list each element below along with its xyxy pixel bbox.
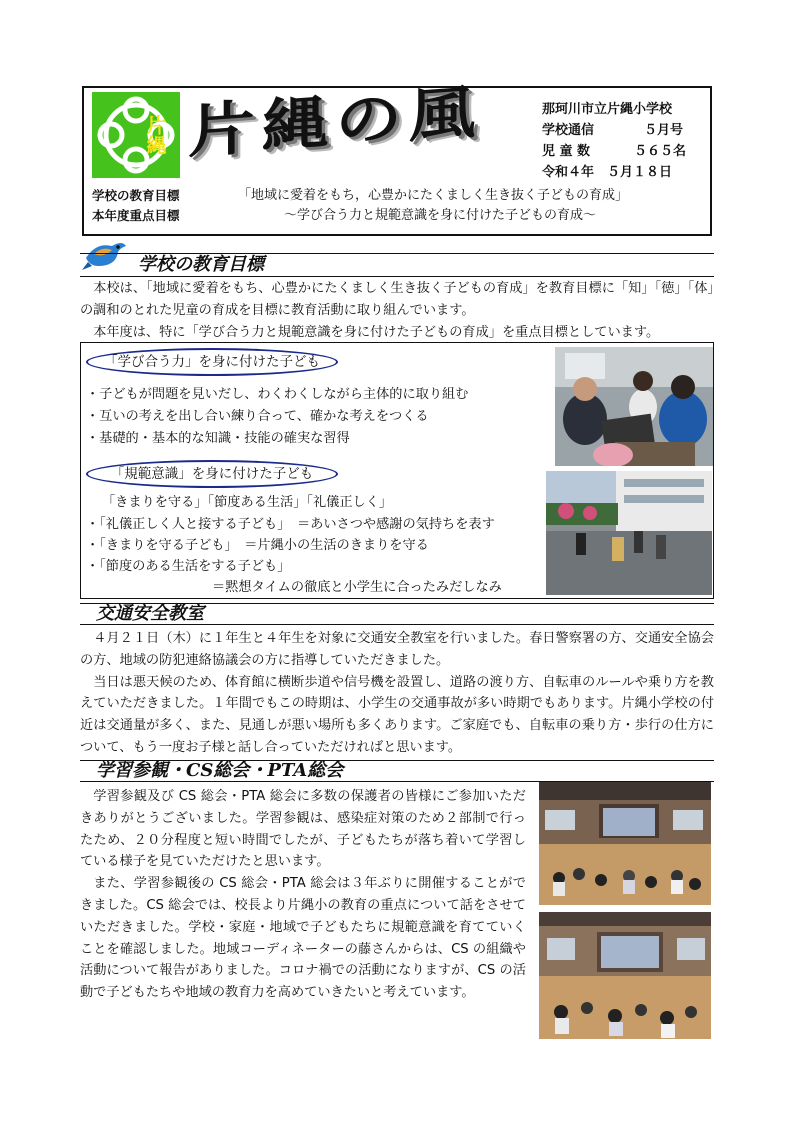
section2-body <box>80 628 714 759</box>
list-item: ・「礼儀正しく人と接する子ども」 ＝あいさつや感謝の気持ちを表す <box>86 517 495 532</box>
issue-date: 令和４年 ５月１８日 <box>542 165 673 180</box>
students-label: 児 童 数 <box>542 144 591 159</box>
section-heading-open-class: 学習参観・CS総会・PTA総会 <box>96 760 344 781</box>
students-count: ５６５名 <box>634 144 687 159</box>
section3-body <box>80 786 526 1004</box>
newsletter-label: 学校通信 <box>542 123 595 138</box>
logo-text: 片縄 <box>143 115 167 155</box>
photo-schoolyard <box>546 471 712 595</box>
oval-label-learning: 「学び合う力」を身に付けた子ども <box>86 348 338 376</box>
goal-text: 「地域に愛着をもち，心豊かにたくましく生き抜く子どもの育成」 <box>238 188 629 203</box>
section-rule-top <box>80 253 714 254</box>
photo-gym-assembly <box>539 912 711 1039</box>
paragraph: 本校は、「地域に愛着をもち、心豊かにたくましく生き抜く子どもの育成」を教育目標に「知」「徳」「体」の調和のとれた児童の育成を目標に教育活動に取り組んでいます。 <box>80 281 714 318</box>
photo-gym-meeting <box>539 782 711 905</box>
list-item: ・互いの考えを出し合い練り合って、確かな考えをつくる <box>86 409 429 424</box>
list-item: ・「きまりを守る子ども」 ＝片縄小の生活のきまりを守る <box>86 538 429 553</box>
issue-number: ５月号 <box>644 123 684 138</box>
school-logo <box>92 92 180 178</box>
list-item-continuation: ＝黙想タイムの徹底と小学生に合ったみだしなみ <box>212 580 502 595</box>
rules-line: 「きまりを守る」「節度ある生活」「礼儀正しく」 <box>102 495 393 510</box>
paragraph: ４月２１日（木）に１年生と４年生を対象に交通安全教室を行いました。春日警察署の方、交通安全協会の方、地域の防犯連絡協議会の方に指導していただきました。 <box>80 631 714 668</box>
section-heading-education-goal: 学校の教育目標 <box>138 254 264 275</box>
school-name: 那珂川市立片縄小学校 <box>542 102 673 117</box>
paragraph: 本年度は、特に「学び合う力と規範意識を身に付けた子どもの育成」を重点目標としています。 <box>93 324 660 340</box>
list-item: ・基礎的・基本的な知識・技能の確実な習得 <box>86 431 350 446</box>
focus-label: 本年度重点目標 <box>92 208 180 223</box>
list-item: ・「節度のある生活をする子ども」 <box>86 559 291 574</box>
paragraph: 学習参観及び CS 総会・PTA 総会に多数の保護者の皆様にご参加いただきありがとうございました。学習参観は、感染症対策のため２部制で行ったため、２０分程度と短い時間でしたが、子どもたちが落ち着いて学習している様子を見ていただけたと思います。 <box>80 789 526 870</box>
section-rule-bottom <box>80 624 714 625</box>
newsletter-title: 片縄の風 <box>188 77 483 166</box>
oval-label-norms: 「規範意識」を身に付けた子ども <box>86 460 338 488</box>
bird-icon <box>82 236 128 272</box>
goal-label: 学校の教育目標 <box>92 188 180 203</box>
section-heading-traffic-safety: 交通安全教室 <box>96 603 204 624</box>
paragraph: 当日は悪天候のため、体育館に横断歩道や信号機を設置し、道路の渡り方、自転車のルールや乗り方を教えていただきました。１年間でもこの時期は、小学生の交通事故が多い時期でもあります。片縄小学校の付近は交通量が多く、また、見通しが悪い場所も多くあります。ご家庭でも、自転車の乗り方・歩行の仕方について、もう一度お子様と話し合っていただければと思います。 <box>80 674 714 755</box>
section-rule-bottom <box>80 276 714 277</box>
photo-classroom <box>555 347 713 466</box>
list-item: ・子どもが問題を見いだし、わくわくしながら主体的に取り組む <box>86 387 469 402</box>
paragraph: また、学習参観後の CS 総会・PTA 総会は３年ぶりに開催することができました。CS 総会では、校長より片縄小の教育の重点について話をさせていただきました。学校・家庭・地域で子どもたちに規範意識を育てていくことを確認しました。地域コーディネーターの藤さんからは、CS の組織や活動について報告がありました。コロナ禍での活動になりますが、CS の活動で子どもたちや地域の教育力を高めていきたいと考えています。 <box>80 876 526 1001</box>
section1-body <box>80 278 714 343</box>
focus-text: ～学び合う力と規範意識を身に付けた子どもの育成～ <box>284 208 597 223</box>
